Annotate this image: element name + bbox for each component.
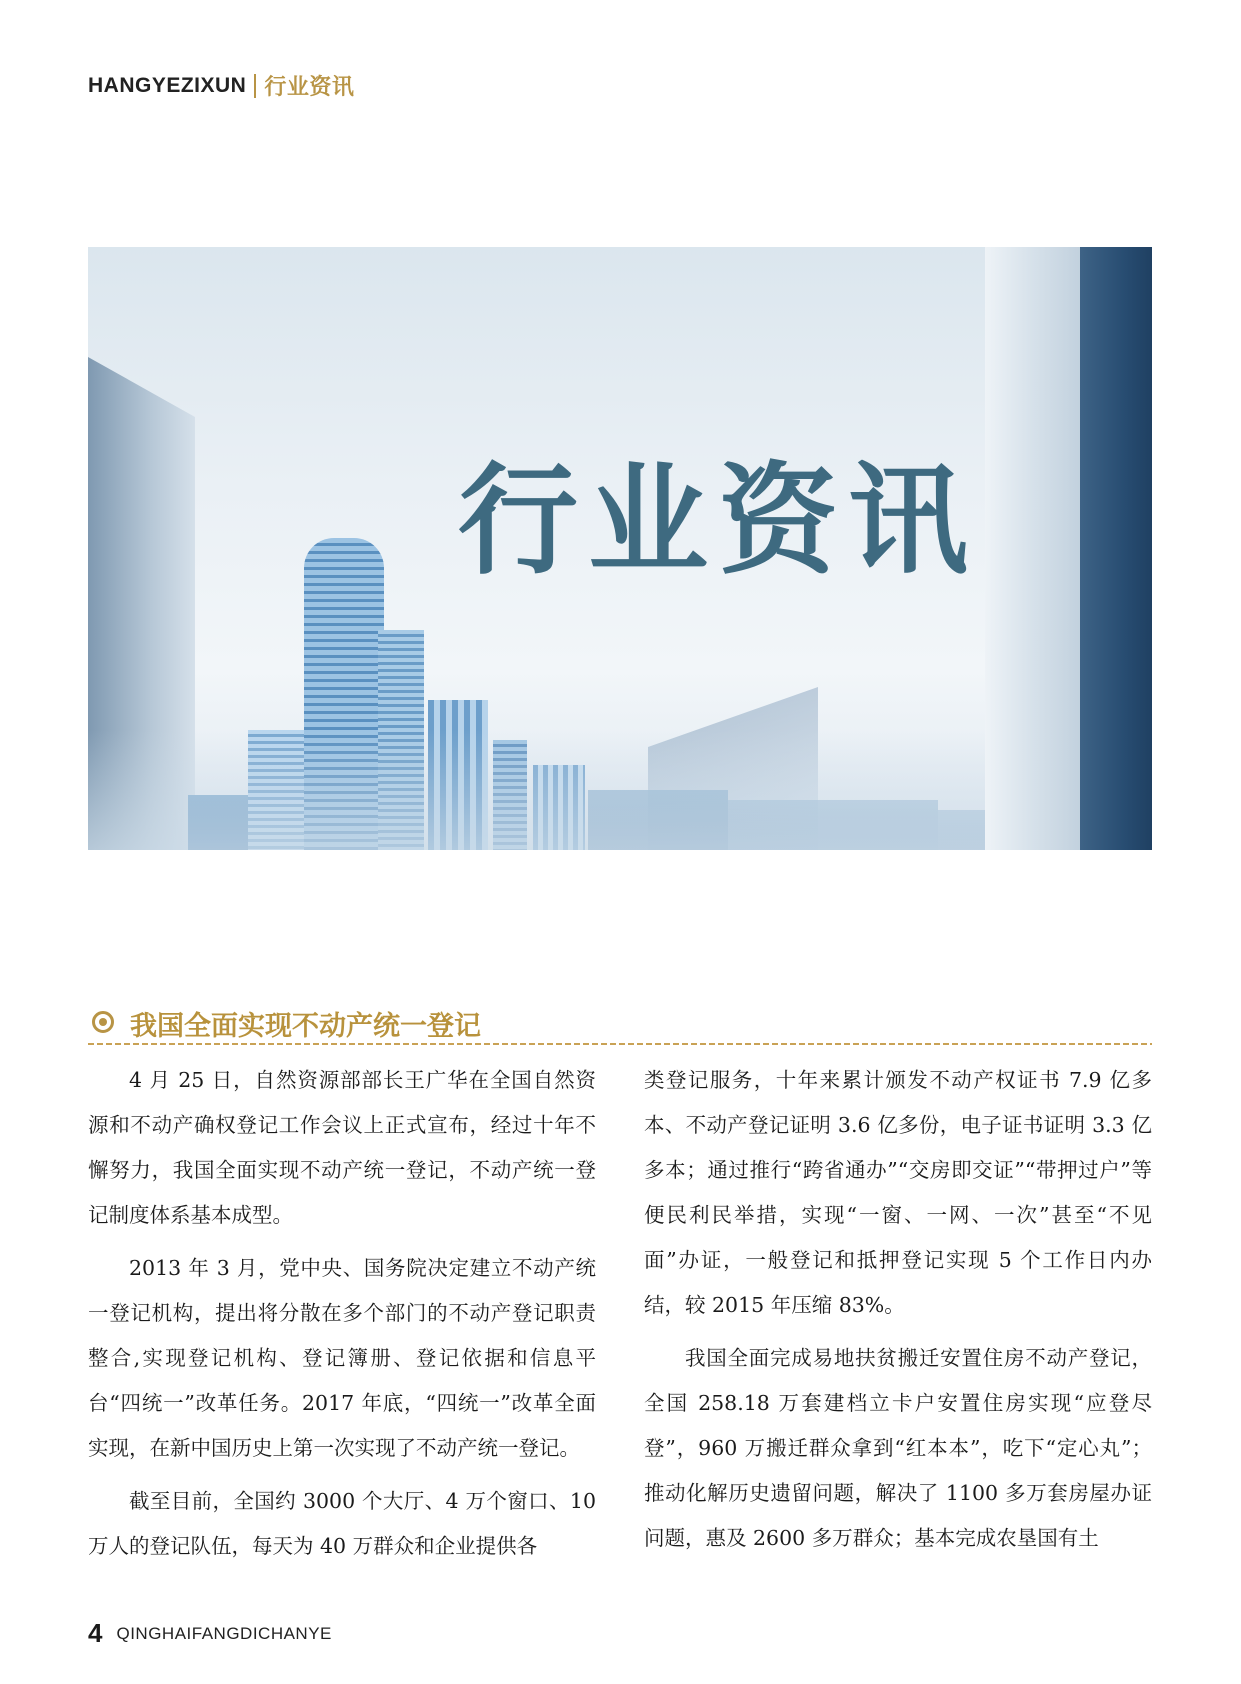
section-title: 我国全面实现不动产统一登记 (130, 1011, 481, 1042)
banner-title: 行业资讯 (458, 450, 978, 591)
banner-right-light-panel (985, 247, 1080, 850)
running-head-divider (254, 74, 256, 98)
paragraph: 2013 年 3 月，党中央、国务院决定建立不动产统一登记机构，提出将分散在多个部门的不动产登记职责整合,实现登记机构、登记簿册、登记依据和信息平台“四统一”改革任务。2017 年底，“四统一”改革全面实现，在新中国历史上第一次实现了不动产统一登记。 (88, 1256, 596, 1460)
paragraph: 4 月 25 日，自然资源部部长王广华在全国自然资源和不动产确权登记工作会议上正式宣布，经过十年不懈努力，我国全面实现不动产统一登记，不动产统一登记制度体系基本成型。 (88, 1068, 596, 1227)
banner-image (88, 247, 1152, 850)
page-number: 4 (88, 1618, 103, 1648)
running-head-latin: HANGYEZIXUN (88, 73, 247, 97)
bullseye-icon (92, 1011, 114, 1033)
running-head (88, 70, 354, 101)
paragraph: 我国全面完成易地扶贫搬迁安置住房不动产登记，全国 258.18 万套建档立卡户安置住房实现“应登尽登”，960 万搬迁群众拿到“红本本”，吃下“定心丸”；推动化解历史遗留问题，解决了 1100 多万套房屋办证问题，惠及 2600 多万群众；基本完成农垦国有土 (644, 1346, 1152, 1550)
section-divider (88, 1043, 1152, 1045)
section-heading (88, 1004, 1152, 1044)
running-head-chinese: 行业资讯 (264, 75, 355, 100)
paragraph: 类登记服务，十年来累计颁发不动产权证书 7.9 亿多本、不动产登记证明 3.6 亿多份，电子证书证明 3.3 亿多本；通过推行“跨省通办”“交房即交证”“带押过户”等便民利民举措，实现“一窗、一网、一次”甚至“不见面”办证，一般登记和抵押登记实现 5 个工作日内办结，较 2015 年压缩 83%。 (644, 1068, 1152, 1317)
banner-right-dark-panel (1080, 247, 1152, 850)
article-column-right (644, 1058, 1152, 1569)
paragraph: 截至目前，全国约 3000 个大厅、4 万个窗口、10 万人的登记队伍，每天为 40 万群众和企业提供各 (88, 1489, 596, 1558)
magazine-name: QINGHAIFANGDICHANYE (116, 1623, 332, 1643)
page-footer (88, 1618, 332, 1649)
article-column-left (88, 1058, 596, 1577)
